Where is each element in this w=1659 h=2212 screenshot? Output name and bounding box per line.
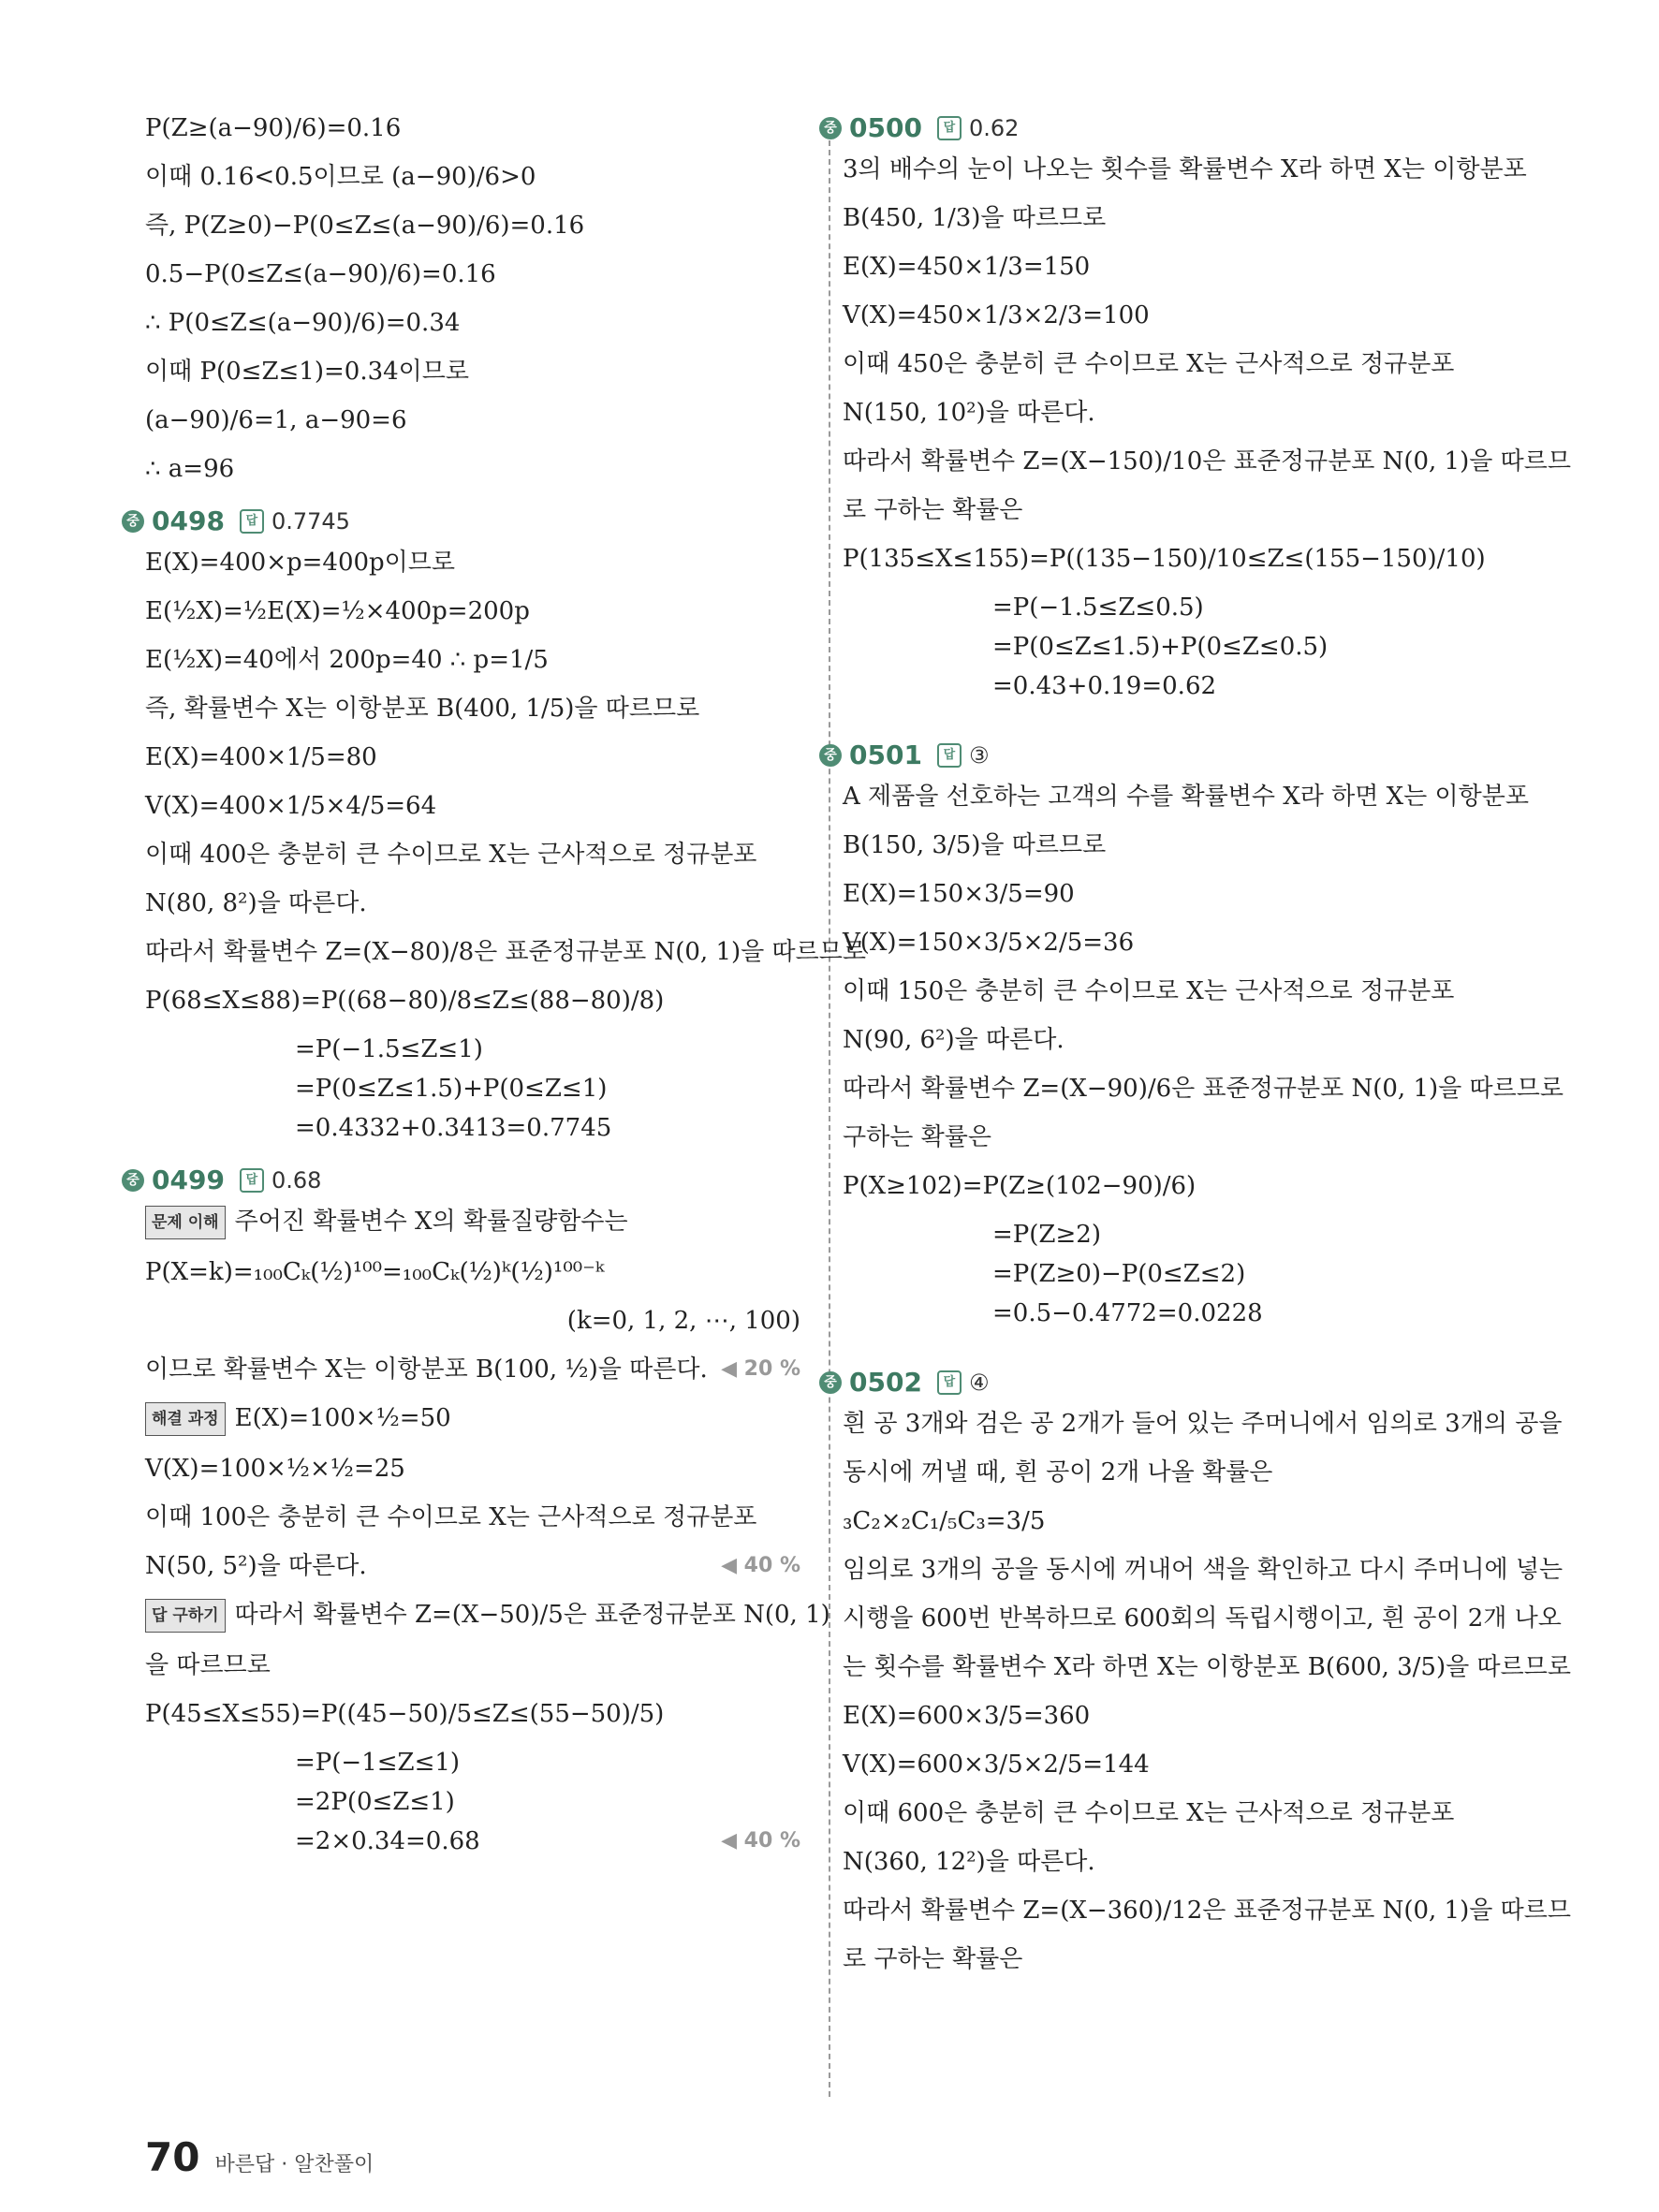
solution-line: 이때 600은 충분히 큰 수이므로 X는 근사적으로 정규분포 — [843, 1799, 1455, 1827]
solution-line: 로 구하는 확률은 — [843, 1945, 1023, 1973]
score-percent: ◀ 40 % — [721, 1554, 800, 1577]
solution-line: N(360, 12²)을 따른다. — [843, 1848, 1095, 1876]
solution-line: V(X)=400×1/5×4/5=64 — [145, 792, 437, 820]
answer-icon: 답 — [937, 116, 962, 140]
solution-line: E(½X)=½E(X)=½×400p=200p — [145, 597, 530, 625]
solution-line: P(135≤X≤155)=P((135−150)/10≤Z≤(155−150)/10) — [843, 545, 1486, 573]
score-percent: ◀ 40 % — [721, 1829, 800, 1853]
solution-line: ₃C₂×₂C₁/₅C₃=3/5 — [843, 1507, 1046, 1535]
difficulty-mark: 중 — [819, 117, 842, 139]
problem-header-0499 — [122, 1165, 800, 1196]
solution-line: 구하는 확률은 — [843, 1123, 991, 1151]
right-column — [824, 112, 1571, 1992]
solution-line: 이때 0.16<0.5이므로 (a−90)/6>0 — [145, 163, 536, 191]
step-tag: 해결 과정 — [145, 1402, 226, 1436]
solution-line: 이때 P(0≤Z≤1)=0.34이므로 — [145, 358, 470, 386]
solution-line: N(80, 8²)을 따른다. — [145, 889, 367, 917]
solution-step: =P(−1≤Z≤1) — [295, 1749, 461, 1777]
solution-line: 로 구하는 확률은 — [843, 496, 1023, 524]
answer-icon: 답 — [937, 1370, 962, 1395]
problem-header-0498 — [122, 505, 800, 537]
answer-icon: 답 — [240, 1168, 264, 1193]
solution-line: 이때 100은 충분히 큰 수이므로 X는 근사적으로 정규분포 — [145, 1503, 757, 1531]
solution-line: V(X)=600×3/5×2/5=144 — [843, 1751, 1150, 1779]
problem-number: 0498 — [152, 505, 225, 536]
difficulty-mark: 중 — [819, 1371, 842, 1394]
solution-line: ∴ P(0≤Z≤(a−90)/6)=0.34 — [145, 309, 461, 337]
solution-step: =0.5−0.4772=0.0228 — [992, 1299, 1263, 1327]
page-number: 70 — [145, 2134, 200, 2180]
solution-line — [145, 1599, 830, 1633]
solution-line — [145, 1206, 800, 1239]
problem-number: 0499 — [152, 1165, 225, 1195]
book-title: 바른답 · 알찬풀이 — [214, 2153, 374, 2176]
solution-line: ∴ a=96 — [145, 455, 235, 483]
solution-line: P(68≤X≤88)=P((68−80)/8≤Z≤(88−80)/8) — [145, 987, 665, 1015]
solution-line: 즉, 확률변수 X는 이항분포 B(400, 1/5)을 따르므로 — [145, 695, 700, 723]
solution-line: P(45≤X≤55)=P((45−50)/5≤Z≤(55−50)/5) — [145, 1700, 665, 1728]
solution-line: E(X)=600×3/5=360 — [843, 1702, 1091, 1730]
problem-number: 0502 — [849, 1367, 922, 1398]
solution-line: E(X)=450×1/3=150 — [843, 253, 1091, 281]
answer-value: ④ — [968, 1370, 990, 1396]
solution-line: 을 따르므로 — [145, 1651, 271, 1679]
solution-text: 이므로 확률변수 X는 이항분포 B(100, ½)을 따른다. — [145, 1355, 708, 1384]
solution-text: N(50, 5²)을 따른다. — [145, 1552, 367, 1580]
solution-line: E(X)=150×3/5=90 — [843, 880, 1075, 908]
solution-line: 흰 공 3개와 검은 공 2개가 들어 있는 주머니에서 임의로 3개의 공을 — [843, 1410, 1563, 1438]
solution-step: =P(Z≥0)−P(0≤Z≤2) — [992, 1260, 1246, 1288]
problem-header-0502 — [819, 1367, 1498, 1399]
solution-line: P(X=k)=₁₀₀Cₖ(½)¹⁰⁰=₁₀₀Cₖ(½)ᵏ(½)¹⁰⁰⁻ᵏ — [145, 1258, 605, 1286]
solution-line: 동시에 꺼낼 때, 흰 공이 2개 나올 확률은 — [843, 1458, 1273, 1487]
solution-line: P(Z≥(a−90)/6)=0.16 — [145, 114, 402, 142]
solution-step: =P(−1.5≤Z≤1) — [295, 1035, 483, 1063]
solution-step: =P(Z≥2) — [992, 1221, 1101, 1249]
solution-line: N(150, 10²)을 따른다. — [843, 399, 1095, 427]
solution-line: 임의로 3개의 공을 동시에 꺼내어 색을 확인하고 다시 주머니에 넣는 — [843, 1556, 1564, 1584]
solution-step: =0.43+0.19=0.62 — [992, 672, 1217, 700]
solution-line: 3의 배수의 눈이 나오는 횟수를 확률변수 X라 하면 X는 이항분포 — [843, 155, 1527, 183]
solution-line: 이때 400은 충분히 큰 수이므로 X는 근사적으로 정규분포 — [145, 841, 757, 869]
solution-line: B(450, 1/3)을 따르므로 — [843, 204, 1107, 232]
solution-line: A 제품을 선호하는 고객의 수를 확률변수 X라 하면 X는 이항분포 — [843, 783, 1529, 811]
problem-number: 0501 — [849, 740, 922, 770]
problem-header-0501 — [819, 740, 1498, 771]
solution-line: 이때 450은 충분히 큰 수이므로 X는 근사적으로 정규분포 — [843, 350, 1455, 378]
solution-step: =2P(0≤Z≤1) — [295, 1788, 455, 1816]
answer-icon: 답 — [240, 509, 264, 534]
difficulty-mark: 중 — [819, 744, 842, 767]
solution-line: E(½X)=40에서 200p=40 ∴ p=1/5 — [145, 646, 549, 674]
solution-line: 따라서 확률변수 Z=(X−360)/12은 표준정규분포 N(0, 1)을 따르므 — [843, 1897, 1571, 1925]
solution-line: 즉, P(Z≥0)−P(0≤Z≤(a−90)/6)=0.16 — [145, 212, 585, 240]
solution-text: 따라서 확률변수 Z=(X−50)/5은 표준정규분포 N(0, 1) — [234, 1601, 830, 1629]
solution-line: V(X)=100×½×½=25 — [145, 1455, 405, 1483]
solution-line: 따라서 확률변수 Z=(X−80)/8은 표준정규분포 N(0, 1)을 따르므로 — [145, 938, 866, 966]
solution-line: (k=0, 1, 2, ⋯, 100) — [566, 1307, 800, 1335]
answer-icon: 답 — [937, 743, 962, 768]
solution-line: 0.5−P(0≤Z≤(a−90)/6)=0.16 — [145, 260, 496, 288]
solution-line: 는 횟수를 확률변수 X라 하면 X는 이항분포 B(600, 3/5)을 따르므로 — [843, 1653, 1571, 1681]
solution-line: E(X)=400×1/5=80 — [145, 743, 377, 771]
answer-value: ③ — [968, 742, 990, 769]
difficulty-mark: 중 — [122, 510, 144, 533]
solution-line: N(90, 6²)을 따른다. — [843, 1026, 1064, 1054]
solution-line: (a−90)/6=1, a−90=6 — [145, 406, 407, 434]
answer-value: 0.62 — [968, 115, 1020, 141]
step-tag: 문제 이해 — [145, 1206, 226, 1239]
solution-text: 주어진 확률변수 X의 확률질량함수는 — [234, 1208, 628, 1236]
solution-line — [145, 1550, 800, 1582]
difficulty-mark: 중 — [122, 1169, 144, 1192]
solution-line: P(X≥102)=P(Z≥(102−90)/6) — [843, 1172, 1197, 1200]
step-tag: 답 구하기 — [145, 1599, 226, 1633]
solution-step: =P(0≤Z≤1.5)+P(0≤Z≤1) — [295, 1075, 608, 1103]
solution-step: =P(−1.5≤Z≤0.5) — [992, 593, 1204, 622]
solution-line: 따라서 확률변수 Z=(X−150)/10은 표준정규분포 N(0, 1)을 따르므 — [843, 447, 1571, 476]
problem-header-0500 — [819, 112, 1498, 144]
solution-text: E(X)=100×½=50 — [234, 1404, 451, 1432]
solution-line: 시행을 600번 반복하므로 600회의 독립시행이고, 흰 공이 2개 나오 — [843, 1604, 1562, 1633]
solution-line: 이때 150은 충분히 큰 수이므로 X는 근사적으로 정규분포 — [843, 977, 1455, 1005]
solution-line: 따라서 확률변수 Z=(X−90)/6은 표준정규분포 N(0, 1)을 따르므로 — [843, 1075, 1564, 1103]
solution-line: V(X)=450×1/3×2/3=100 — [843, 301, 1150, 330]
solution-text: =2×0.34=0.68 — [295, 1827, 480, 1855]
answer-value: 0.68 — [271, 1167, 322, 1194]
solution-line — [145, 1402, 800, 1436]
solution-step — [145, 1825, 800, 1857]
solution-line — [145, 1354, 800, 1385]
solution-line: E(X)=400×p=400p이므로 — [145, 549, 456, 577]
problem-number: 0500 — [849, 112, 922, 143]
answer-value: 0.7745 — [271, 508, 350, 535]
page-footer — [145, 2134, 374, 2180]
column-divider — [829, 131, 830, 2097]
solution-step: =0.4332+0.3413=0.7745 — [295, 1114, 612, 1142]
left-column — [126, 112, 866, 1865]
solution-line: B(150, 3/5)을 따르므로 — [843, 831, 1107, 859]
score-percent: ◀ 20 % — [721, 1357, 800, 1381]
solution-line: V(X)=150×3/5×2/5=36 — [843, 929, 1135, 957]
solution-step: =P(0≤Z≤1.5)+P(0≤Z≤0.5) — [992, 633, 1329, 661]
